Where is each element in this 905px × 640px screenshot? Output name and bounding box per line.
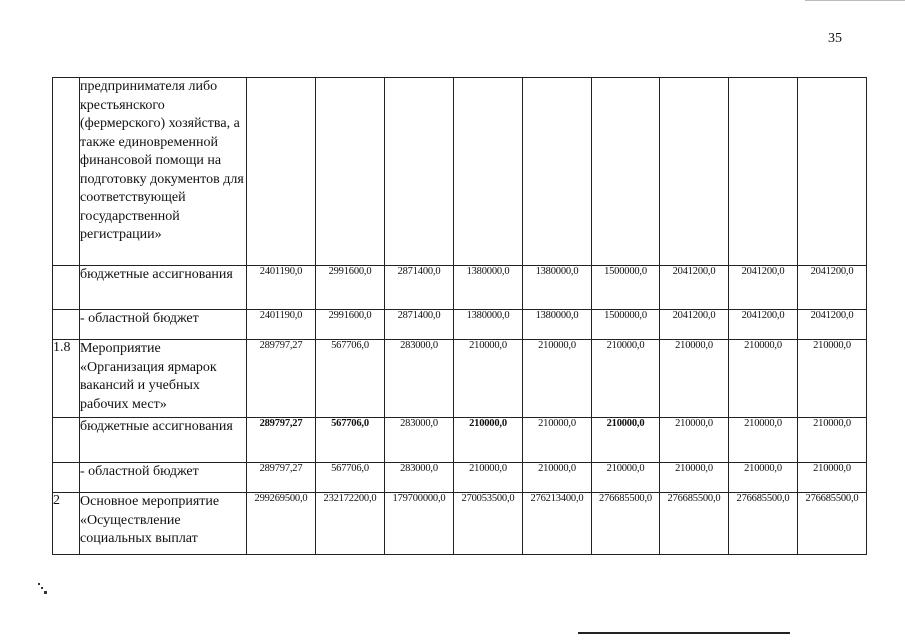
- value-cell: 232172200,0: [316, 493, 385, 555]
- value-cell: 210000,0: [660, 340, 729, 418]
- top-edge-line: [805, 0, 905, 1]
- value-cell: 210000,0: [523, 340, 592, 418]
- value-cell: [729, 78, 798, 266]
- page-number: 35: [828, 31, 842, 46]
- value-cell: 2991600,0: [316, 266, 385, 310]
- value-cell: 210000,0: [523, 418, 592, 463]
- table-row: [53, 418, 867, 463]
- value-cell: 2041200,0: [798, 310, 867, 340]
- value-cell: 210000,0: [729, 340, 798, 418]
- value-cell: 179700000,0: [385, 493, 454, 555]
- value-cell: 2991600,0: [316, 310, 385, 340]
- description-cell: Мероприятие «Организация ярмарок вакансий и учебных рабочих мест»: [80, 340, 247, 418]
- value-cell: 276213400,0: [523, 493, 592, 555]
- value-cell: 283000,0: [385, 463, 454, 493]
- row-number-cell: 2: [53, 493, 80, 555]
- value-cell: [523, 78, 592, 266]
- value-cell: 289797,27: [247, 340, 316, 418]
- value-cell: 1380000,0: [523, 310, 592, 340]
- description-cell: - областной бюджет: [80, 310, 247, 340]
- value-cell: 210000,0: [592, 463, 660, 493]
- row-number-cell: [53, 463, 80, 493]
- value-cell: 1500000,0: [592, 266, 660, 310]
- table-row: [53, 266, 867, 310]
- value-cell: 276685500,0: [729, 493, 798, 555]
- value-cell: 210000,0: [798, 463, 867, 493]
- scan-speck: [44, 591, 47, 594]
- row-number-cell: [53, 266, 80, 310]
- value-cell: 2871400,0: [385, 310, 454, 340]
- value-cell: 270053500,0: [454, 493, 523, 555]
- table-row: [53, 310, 867, 340]
- value-cell: 210000,0: [454, 418, 523, 463]
- value-cell: [385, 78, 454, 266]
- value-cell: 2401190,0: [247, 310, 316, 340]
- value-cell: 210000,0: [798, 418, 867, 463]
- row-number-cell: [53, 418, 80, 463]
- bottom-rule: [578, 632, 790, 634]
- value-cell: 210000,0: [454, 463, 523, 493]
- value-cell: [316, 78, 385, 266]
- value-cell: 2041200,0: [660, 266, 729, 310]
- value-cell: 276685500,0: [798, 493, 867, 555]
- value-cell: 1380000,0: [523, 266, 592, 310]
- row-number-cell: 1.8: [53, 340, 80, 418]
- description-cell: Основное мероприятие «Осуществление социальных выплат: [80, 493, 247, 555]
- value-cell: 289797,27: [247, 418, 316, 463]
- value-cell: 567706,0: [316, 418, 385, 463]
- value-cell: [454, 78, 523, 266]
- value-cell: 2871400,0: [385, 266, 454, 310]
- value-cell: 210000,0: [592, 340, 660, 418]
- value-cell: 210000,0: [523, 463, 592, 493]
- value-cell: 283000,0: [385, 340, 454, 418]
- budget-table-body: [53, 78, 867, 555]
- row-number-cell: [53, 310, 80, 340]
- value-cell: 283000,0: [385, 418, 454, 463]
- value-cell: [798, 78, 867, 266]
- value-cell: 2041200,0: [660, 310, 729, 340]
- scan-speck: [41, 587, 43, 589]
- description-cell: предпринимателя либо крестьянского (фермерского) хозяйства, а также единовременной финансовой помощи на подготовку документов для соответствующей государственной регистрации»: [80, 78, 247, 266]
- table-row: [53, 493, 867, 555]
- row-number-cell: [53, 78, 80, 266]
- table-row: [53, 340, 867, 418]
- value-cell: [247, 78, 316, 266]
- description-cell: - областной бюджет: [80, 463, 247, 493]
- value-cell: 2401190,0: [247, 266, 316, 310]
- value-cell: 210000,0: [592, 418, 660, 463]
- table-row: [53, 463, 867, 493]
- value-cell: 210000,0: [798, 340, 867, 418]
- description-cell: бюджетные ассигнования: [80, 418, 247, 463]
- value-cell: 299269500,0: [247, 493, 316, 555]
- value-cell: 1380000,0: [454, 310, 523, 340]
- scan-speck: [38, 583, 40, 585]
- value-cell: 2041200,0: [798, 266, 867, 310]
- value-cell: 210000,0: [660, 463, 729, 493]
- value-cell: 210000,0: [729, 463, 798, 493]
- value-cell: 2041200,0: [729, 266, 798, 310]
- value-cell: [592, 78, 660, 266]
- table-row: [53, 78, 867, 266]
- description-cell: бюджетные ассигнования: [80, 266, 247, 310]
- value-cell: 567706,0: [316, 340, 385, 418]
- value-cell: 1380000,0: [454, 266, 523, 310]
- value-cell: 210000,0: [660, 418, 729, 463]
- value-cell: 289797,27: [247, 463, 316, 493]
- value-cell: 276685500,0: [660, 493, 729, 555]
- value-cell: [660, 78, 729, 266]
- value-cell: 2041200,0: [729, 310, 798, 340]
- value-cell: 1500000,0: [592, 310, 660, 340]
- value-cell: 567706,0: [316, 463, 385, 493]
- value-cell: 210000,0: [729, 418, 798, 463]
- value-cell: 276685500,0: [592, 493, 660, 555]
- budget-table: [52, 77, 867, 555]
- value-cell: 210000,0: [454, 340, 523, 418]
